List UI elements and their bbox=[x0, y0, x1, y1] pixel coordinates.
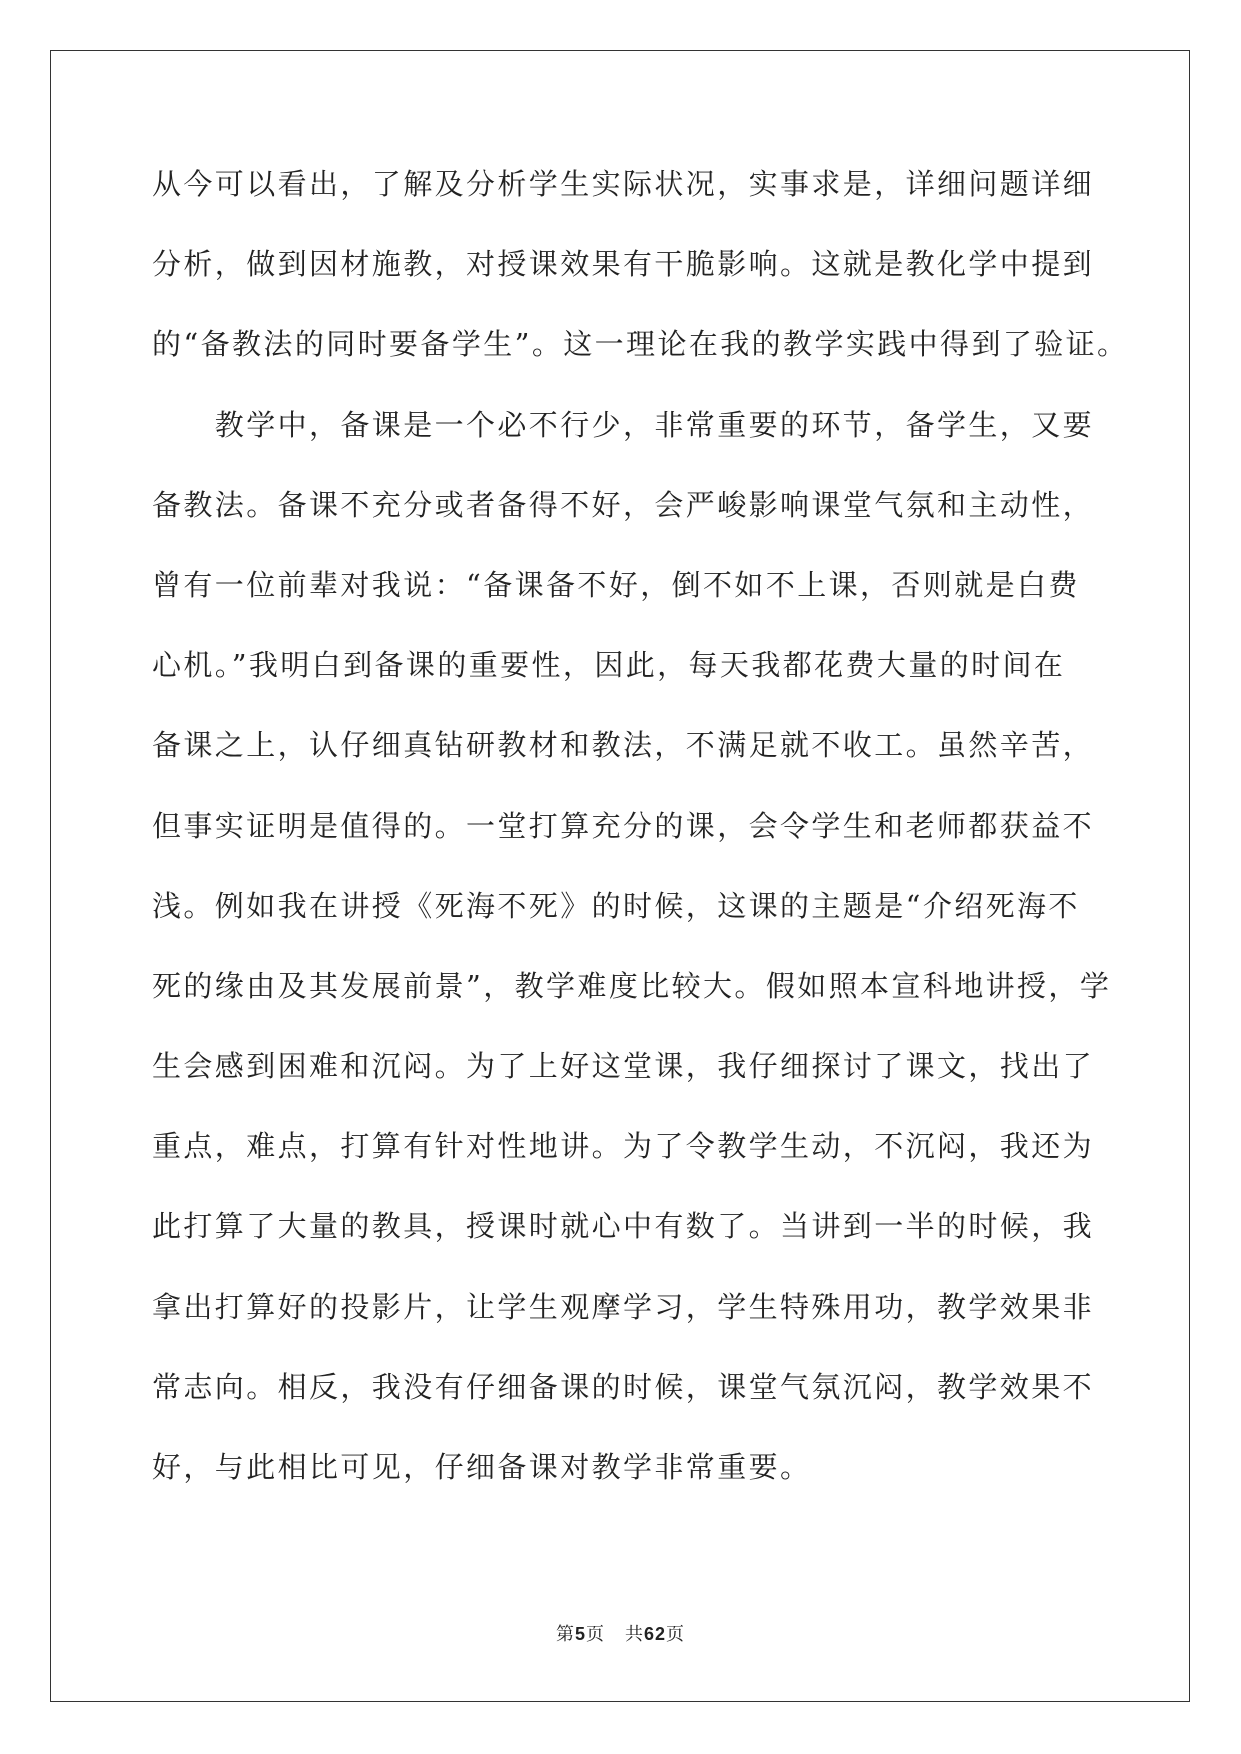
footer-total-prefix: 共 bbox=[624, 1624, 644, 1644]
text-line: 常志向。相反，我没有仔细备课的时候，课堂气氛沉闷，教学效果不 bbox=[152, 1369, 1095, 1404]
text-line: 备教法。备课不充分或者备得不好，会严峻影响课堂气氛和主动性， bbox=[152, 487, 1095, 522]
page-number: 5 bbox=[574, 1624, 586, 1644]
text-line: 从今可以看出，了解及分析学生实际状况，实事求是，详细问题详细 bbox=[152, 167, 1095, 201]
text-line: 曾有一位前辈对我说：“备课备不好，倒不如不上课，否则就是白费 bbox=[152, 567, 1080, 602]
total-pages: 62 bbox=[643, 1624, 667, 1644]
text-line: 此打算了大量的教具，授课时就心中有数了。当讲到一半的时候，我 bbox=[152, 1209, 1095, 1244]
text-line: 但事实证明是值得的。一堂打算充分的课，会令学生和老师都获益不 bbox=[152, 808, 1095, 843]
text-line: 好，与此相比可见，仔细备课对教学非常重要。 bbox=[152, 1450, 812, 1484]
text-line: 重点，难点，打算有针对性地讲。为了令教学生动，不沉闷，我还为 bbox=[152, 1129, 1095, 1164]
text-line: 教学中，备课是一个必不行少，非常重要的环节，备学生，又要 bbox=[152, 407, 1095, 442]
text-line: 浅。例如我在讲授《死海不死》的时候，这课的主题是“介绍死海不 bbox=[152, 888, 1080, 923]
text-line: 分析，做到因材施教，对授课效果有干脆影响。这就是教化学中提到 bbox=[152, 247, 1095, 282]
text-line: 的“备教法的同时要备学生”。这一理论在我的教学实践中得到了验证。 bbox=[152, 327, 1129, 362]
footer-page-unit: 页 bbox=[585, 1624, 605, 1644]
text-line: 死的缘由及其发展前景”，教学难度比较大。假如照本宣科地讲授，学 bbox=[152, 968, 1112, 1003]
page-footer bbox=[0, 1620, 1241, 1646]
body-text bbox=[152, 160, 1129, 1523]
footer-total-unit: 页 bbox=[666, 1624, 686, 1644]
text-line: 备课之上，认仔细真钻研教材和教法，不满足就不收工。虽然辛苦， bbox=[152, 728, 1095, 763]
footer-prefix: 第 bbox=[555, 1624, 575, 1644]
text-line: 生会感到困难和沉闷。为了上好这堂课，我仔细探讨了课文，找出了 bbox=[152, 1049, 1095, 1084]
text-line: 心机。”我明白到备课的重要性，因此，每天我都花费大量的时间在 bbox=[152, 648, 1066, 683]
text-line: 拿出打算好的投影片，让学生观摩学习，学生特殊用功，教学效果非 bbox=[152, 1289, 1095, 1324]
